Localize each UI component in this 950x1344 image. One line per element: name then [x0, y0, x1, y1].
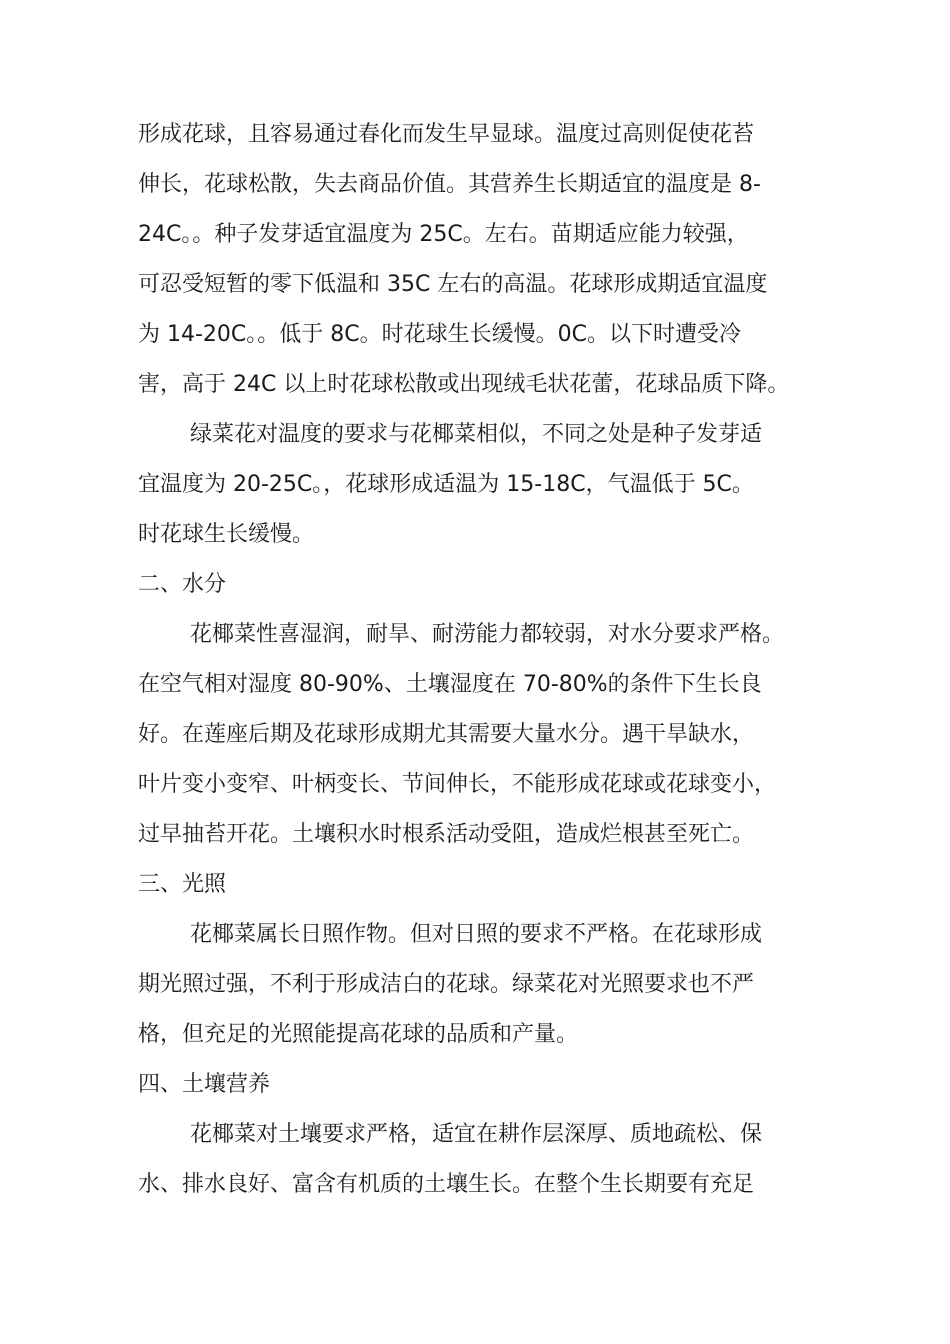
text-line: 为 14-20C。。低于 8C。时花球生长缓慢。0C。以下时遭受冷: [138, 322, 741, 347]
paragraph-first-line: 花椰菜性喜湿润，耐旱、耐涝能力都较弱，对水分要求严格。: [190, 622, 785, 647]
paragraph-first-line: 花椰菜属长日照作物。但对日照的要求不严格。在花球形成: [190, 922, 763, 947]
text-line: 好。在莲座后期及花球形成期尤其需要大量水分。遇干旱缺水，: [138, 722, 755, 747]
text-line: 在空气相对湿度 80-90%、土壤湿度在 70-80%的条件下生长良: [138, 672, 762, 697]
paragraph-first-line: 绿菜花对温度的要求与花椰菜相似，不同之处是种子发芽适: [190, 422, 763, 447]
text-line: 可忍受短暂的零下低温和 35C 左右的高温。花球形成期适宜温度: [138, 272, 768, 297]
text-line: 形成花球，且容易通过春化而发生早显球。温度过高则促使花苔: [138, 122, 755, 147]
text-line: 过早抽苔开花。土壤积水时根系活动受阻，造成烂根甚至死亡。: [138, 822, 755, 847]
text-line: 害，高于 24C 以上时花球松散或出现绒毛状花蕾，花球品质下降。: [138, 372, 790, 397]
text-line: 格，但充足的光照能提高花球的品质和产量。: [138, 1022, 579, 1047]
section-heading-water: 二、水分: [138, 572, 227, 597]
paragraph-first-line: 花椰菜对土壤要求严格，适宜在耕作层深厚、质地疏松、保: [190, 1122, 763, 1147]
section-heading-light: 三、光照: [138, 872, 227, 897]
text-line: 水、排水良好、富含有机质的土壤生长。在整个生长期要有充足: [138, 1172, 755, 1197]
text-line: 时花球生长缓慢。: [138, 522, 315, 547]
text-line: 宜温度为 20-25C。，花球形成适温为 15-18C，气温低于 5C。: [138, 472, 754, 497]
text-line: 叶片变小变窄、叶柄变长、节间伸长，不能形成花球或花球变小，: [138, 772, 777, 797]
section-heading-soil: 四、土壤营养: [138, 1072, 271, 1097]
text-line: 期光照过强，不利于形成洁白的花球。绿菜花对光照要求也不严: [138, 972, 755, 997]
text-line: 24C。。种子发芽适宜温度为 25C。左右。苗期适应能力较强，: [138, 222, 749, 247]
text-line: 伸长，花球松散，失去商品价值。其营养生长期适宜的温度是 8-: [138, 172, 761, 197]
